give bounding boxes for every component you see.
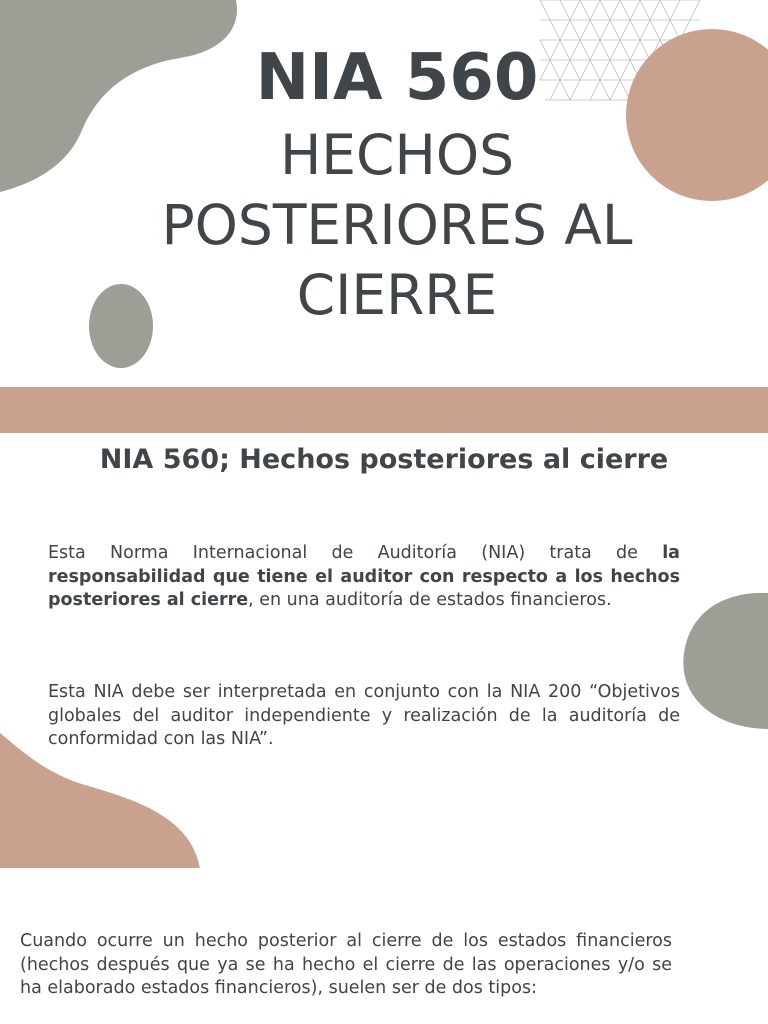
paragraph-scope bbox=[48, 542, 680, 613]
tan-blob-bottom-left bbox=[0, 733, 200, 868]
section-heading: NIA 560; Hechos posteriores al cierre bbox=[99, 444, 669, 475]
content-slide bbox=[0, 433, 768, 868]
paragraph-scope-bold: la responsabilidad que tiene el auditor con respecto a los hechos posteriores al cierre bbox=[48, 543, 680, 610]
slide-title: NIA 560 bbox=[255, 41, 539, 115]
paragraph-scope-start: Esta Norma Internacional de Auditoría (NIA) trata de bbox=[48, 543, 663, 563]
types-slide bbox=[0, 868, 768, 1024]
slide-subtitle: HECHOS POSTERIORES AL CIERRE bbox=[161, 123, 633, 327]
paragraph-types: Cuando ocurre un hecho posterior al cierre de los estados financieros (hechos después que ya se ha hecho el cierre de las operaciones y/o se ha elaborado estados financieros), suelen ser de dos tipos: bbox=[20, 931, 672, 998]
paragraph-nia-200: Esta NIA debe ser interpretada en conjunto con la NIA 200 “Objetivos globales del auditor independiente y realización de la auditoría de conformidad con las NIA”. bbox=[48, 682, 680, 749]
title-slide bbox=[0, 0, 768, 385]
paragraph-scope-end: , en una auditoría de estados financieros. bbox=[248, 590, 612, 610]
gray-blob-right bbox=[683, 593, 768, 729]
content-slide-decorations bbox=[0, 433, 768, 868]
tan-divider-band bbox=[0, 387, 768, 433]
